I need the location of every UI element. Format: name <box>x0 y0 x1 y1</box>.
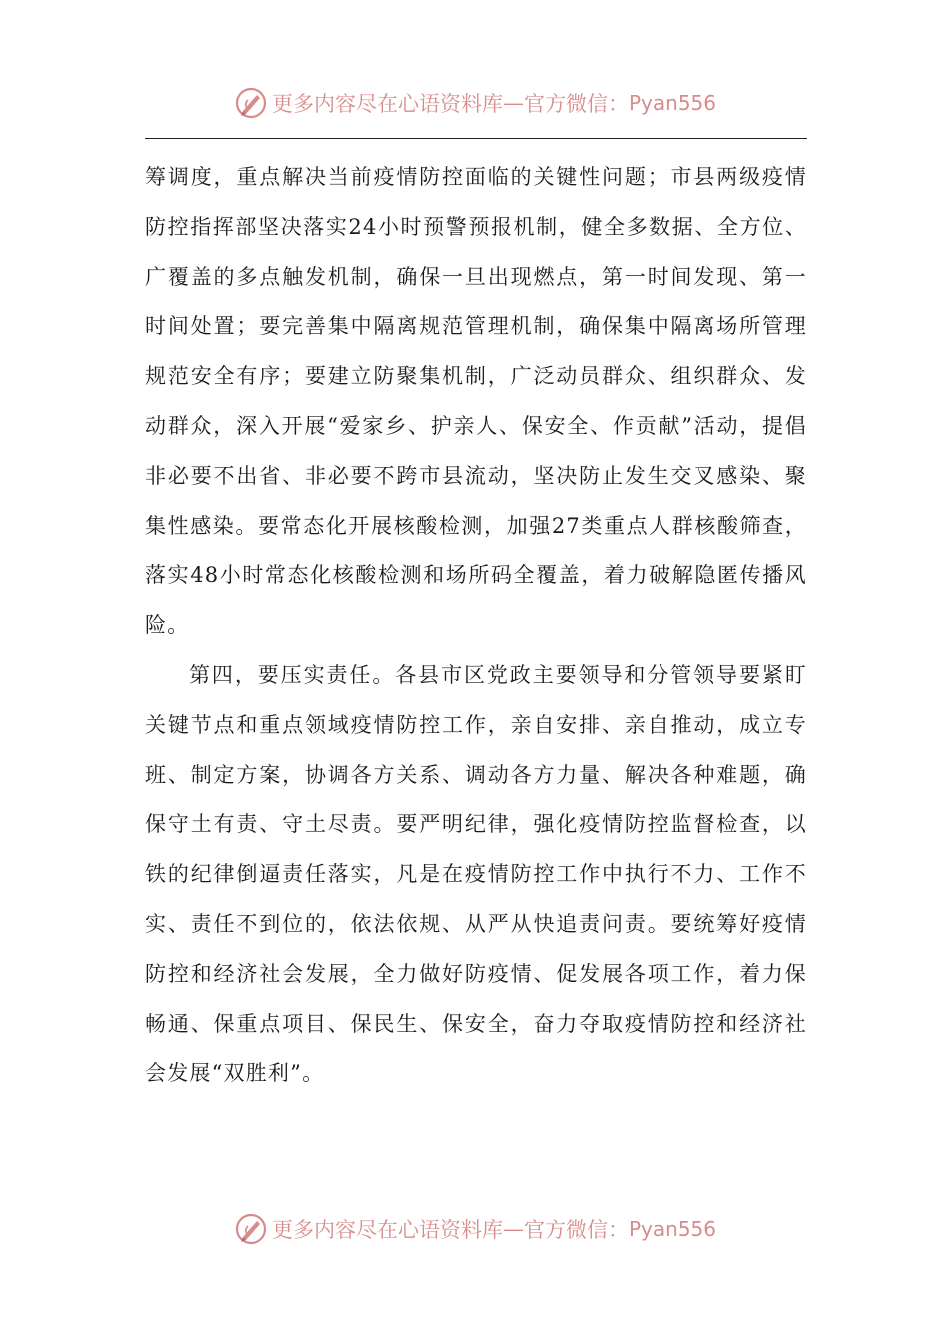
footer-watermark <box>0 1212 950 1246</box>
header-watermark <box>0 86 950 120</box>
watermark-title: 更多内容尽在心语资料库 <box>271 1218 503 1242</box>
watermark-title: 更多内容尽在心语资料库 <box>271 92 503 116</box>
watermark-dash: — <box>502 91 524 115</box>
watermark-account: Pyan556 <box>628 1217 716 1241</box>
watermark-label: 官方微信： <box>523 1218 629 1242</box>
header-divider <box>145 138 807 139</box>
watermark-label: 官方微信： <box>523 92 629 116</box>
pen-logo-icon <box>234 86 268 120</box>
watermark-dash: — <box>502 1217 524 1241</box>
document-body <box>145 153 807 1099</box>
watermark-account: Pyan556 <box>628 91 716 115</box>
paragraph: 第四，要压实责任。各县市区党政主要领导和分管领导要紧盯关键节点和重点领域疫情防控工作，亲自安排、亲自推动，成立专班、制定方案，协调各方关系、调动各方力量、解决各种难题，确保守土有责、守土尽责。要严明纪律，强化疫情防控监督检查，以铁的纪律倒逼责任落实，凡是在疫情防控工作中执行不力、工作不实、责任不到位的，依法依规、从严从快追责问责。要统筹好疫情防控和经济社会发展，全力做好防疫情、促发展各项工作，着力保畅通、保重点项目、保民生、保安全，奋力夺取疫情防控和经济社会发展“双胜利”。 <box>145 662 807 1086</box>
pen-logo-icon <box>234 1212 268 1246</box>
paragraph: 筹调度，重点解决当前疫情防控面临的关键性问题；市县两级疫情防控指挥部坚决落实24小时预警预报机制，健全多数据、全方位、广覆盖的多点触发机制，确保一旦出现燃点，第一时间发现、第一时间处置；要完善集中隔离规范管理机制，确保集中隔离场所管理规范安全有序；要建立防聚集机制，广泛动员群众、组织群众、发动群众，深入开展“爱家乡、护亲人、保安全、作贡献”活动，提倡非必要不出省、非必要不跨市县流动，坚决防止发生交叉感染、聚集性感染。要常态化开展核酸检测，加强27类重点人群核酸筛查，落实48小时常态化核酸检测和场所码全覆盖，着力破解隐匿传播风险。 <box>145 165 807 638</box>
